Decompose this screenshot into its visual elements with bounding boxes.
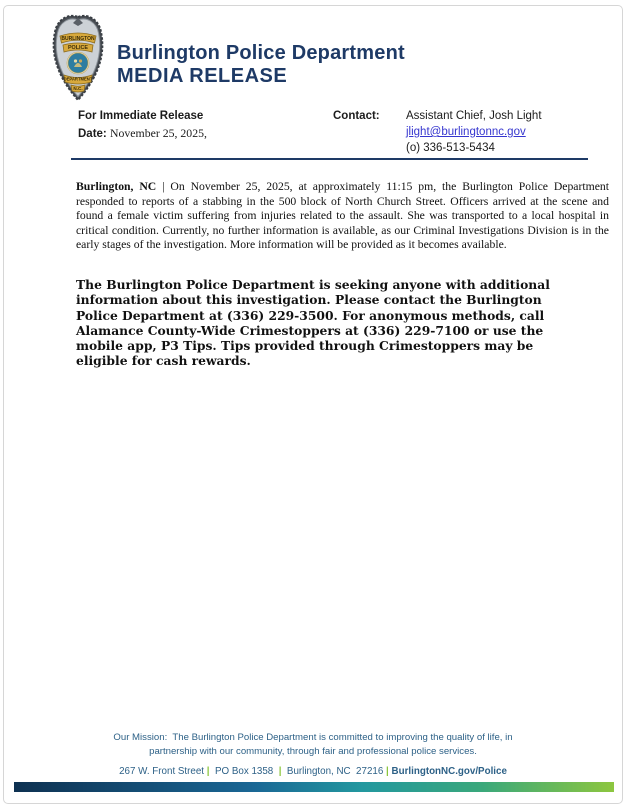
- svg-text:POLICE: POLICE: [67, 45, 89, 52]
- po-box: PO Box 1358: [214, 766, 274, 777]
- media-release-page: [3, 5, 623, 804]
- website-url: BurlingtonNC.gov/Police: [391, 766, 507, 777]
- contact-phone: (o) 336-513-5434: [406, 142, 495, 154]
- footer-address: [4, 766, 622, 777]
- dateline: Burlington, NC: [76, 180, 157, 193]
- city-state-zip: Burlington, NC 27216: [286, 766, 384, 777]
- org-name: Burlington Police Department: [117, 42, 405, 64]
- mission-statement: [4, 731, 622, 758]
- body-paragraph-2: The Burlington Police Department is seeking anyone with additional information about this investigation. Please contact the Burlington Police Department at (336) 229-3500. For anonymous methods, call Alamance County-Wide Crimestoppers at (336) 229-7100 or use the mobile app, P3 Tips. Tips provided through Crimestoppers may be eligible for cash rewards.: [76, 277, 550, 369]
- body-paragraph-1: [76, 180, 609, 253]
- mission-line-2: partnership with our community, through fair and professional police services.: [149, 745, 477, 757]
- contact-label: Contact:: [333, 110, 380, 122]
- address-pipe-icon: |: [386, 766, 389, 777]
- date-label: Date:: [78, 128, 107, 140]
- footer-gradient-bar: [14, 782, 614, 792]
- doc-type-title: MEDIA RELEASE: [117, 65, 288, 87]
- paragraph-1-text: On November 25, 2025, at approximately 11:15 pm, the Burlington Police Department responded to reports of a stabbing in the 500 block of North Church Street. Officers arrived at the scene and found a female victim suffering from injuries related to the assault. She was transported to a local hospital in critical condition. Currently, no further information is available, as our Criminal Investigations Division is in the early stages of the investigation. More information will be provided as it becomes available.: [76, 180, 609, 251]
- date-value: November 25, 2025,: [109, 126, 207, 140]
- svg-text:N.C.: N.C.: [73, 86, 83, 91]
- contact-name: Assistant Chief, Josh Light: [406, 110, 542, 122]
- svg-text:DEPARTMENT: DEPARTMENT: [63, 76, 93, 82]
- contact-email-link[interactable]: jlight@burlingtonnc.gov: [406, 126, 526, 138]
- header-title-block: [117, 42, 405, 88]
- for-immediate-release-label: For Immediate Release: [78, 110, 204, 122]
- header-divider: [71, 158, 588, 160]
- dateline-separator: |: [162, 180, 165, 193]
- address-pipe-icon: |: [206, 766, 210, 777]
- mission-line-1: Our Mission: The Burlington Police Department is committed to improving the quality of life, in: [113, 732, 513, 743]
- svg-text:BURLINGTON: BURLINGTON: [61, 35, 95, 42]
- release-date: [78, 126, 207, 141]
- address-pipe-icon: |: [278, 766, 282, 777]
- police-badge-icon: [50, 14, 106, 102]
- street-address: 267 W. Front Street: [119, 766, 205, 777]
